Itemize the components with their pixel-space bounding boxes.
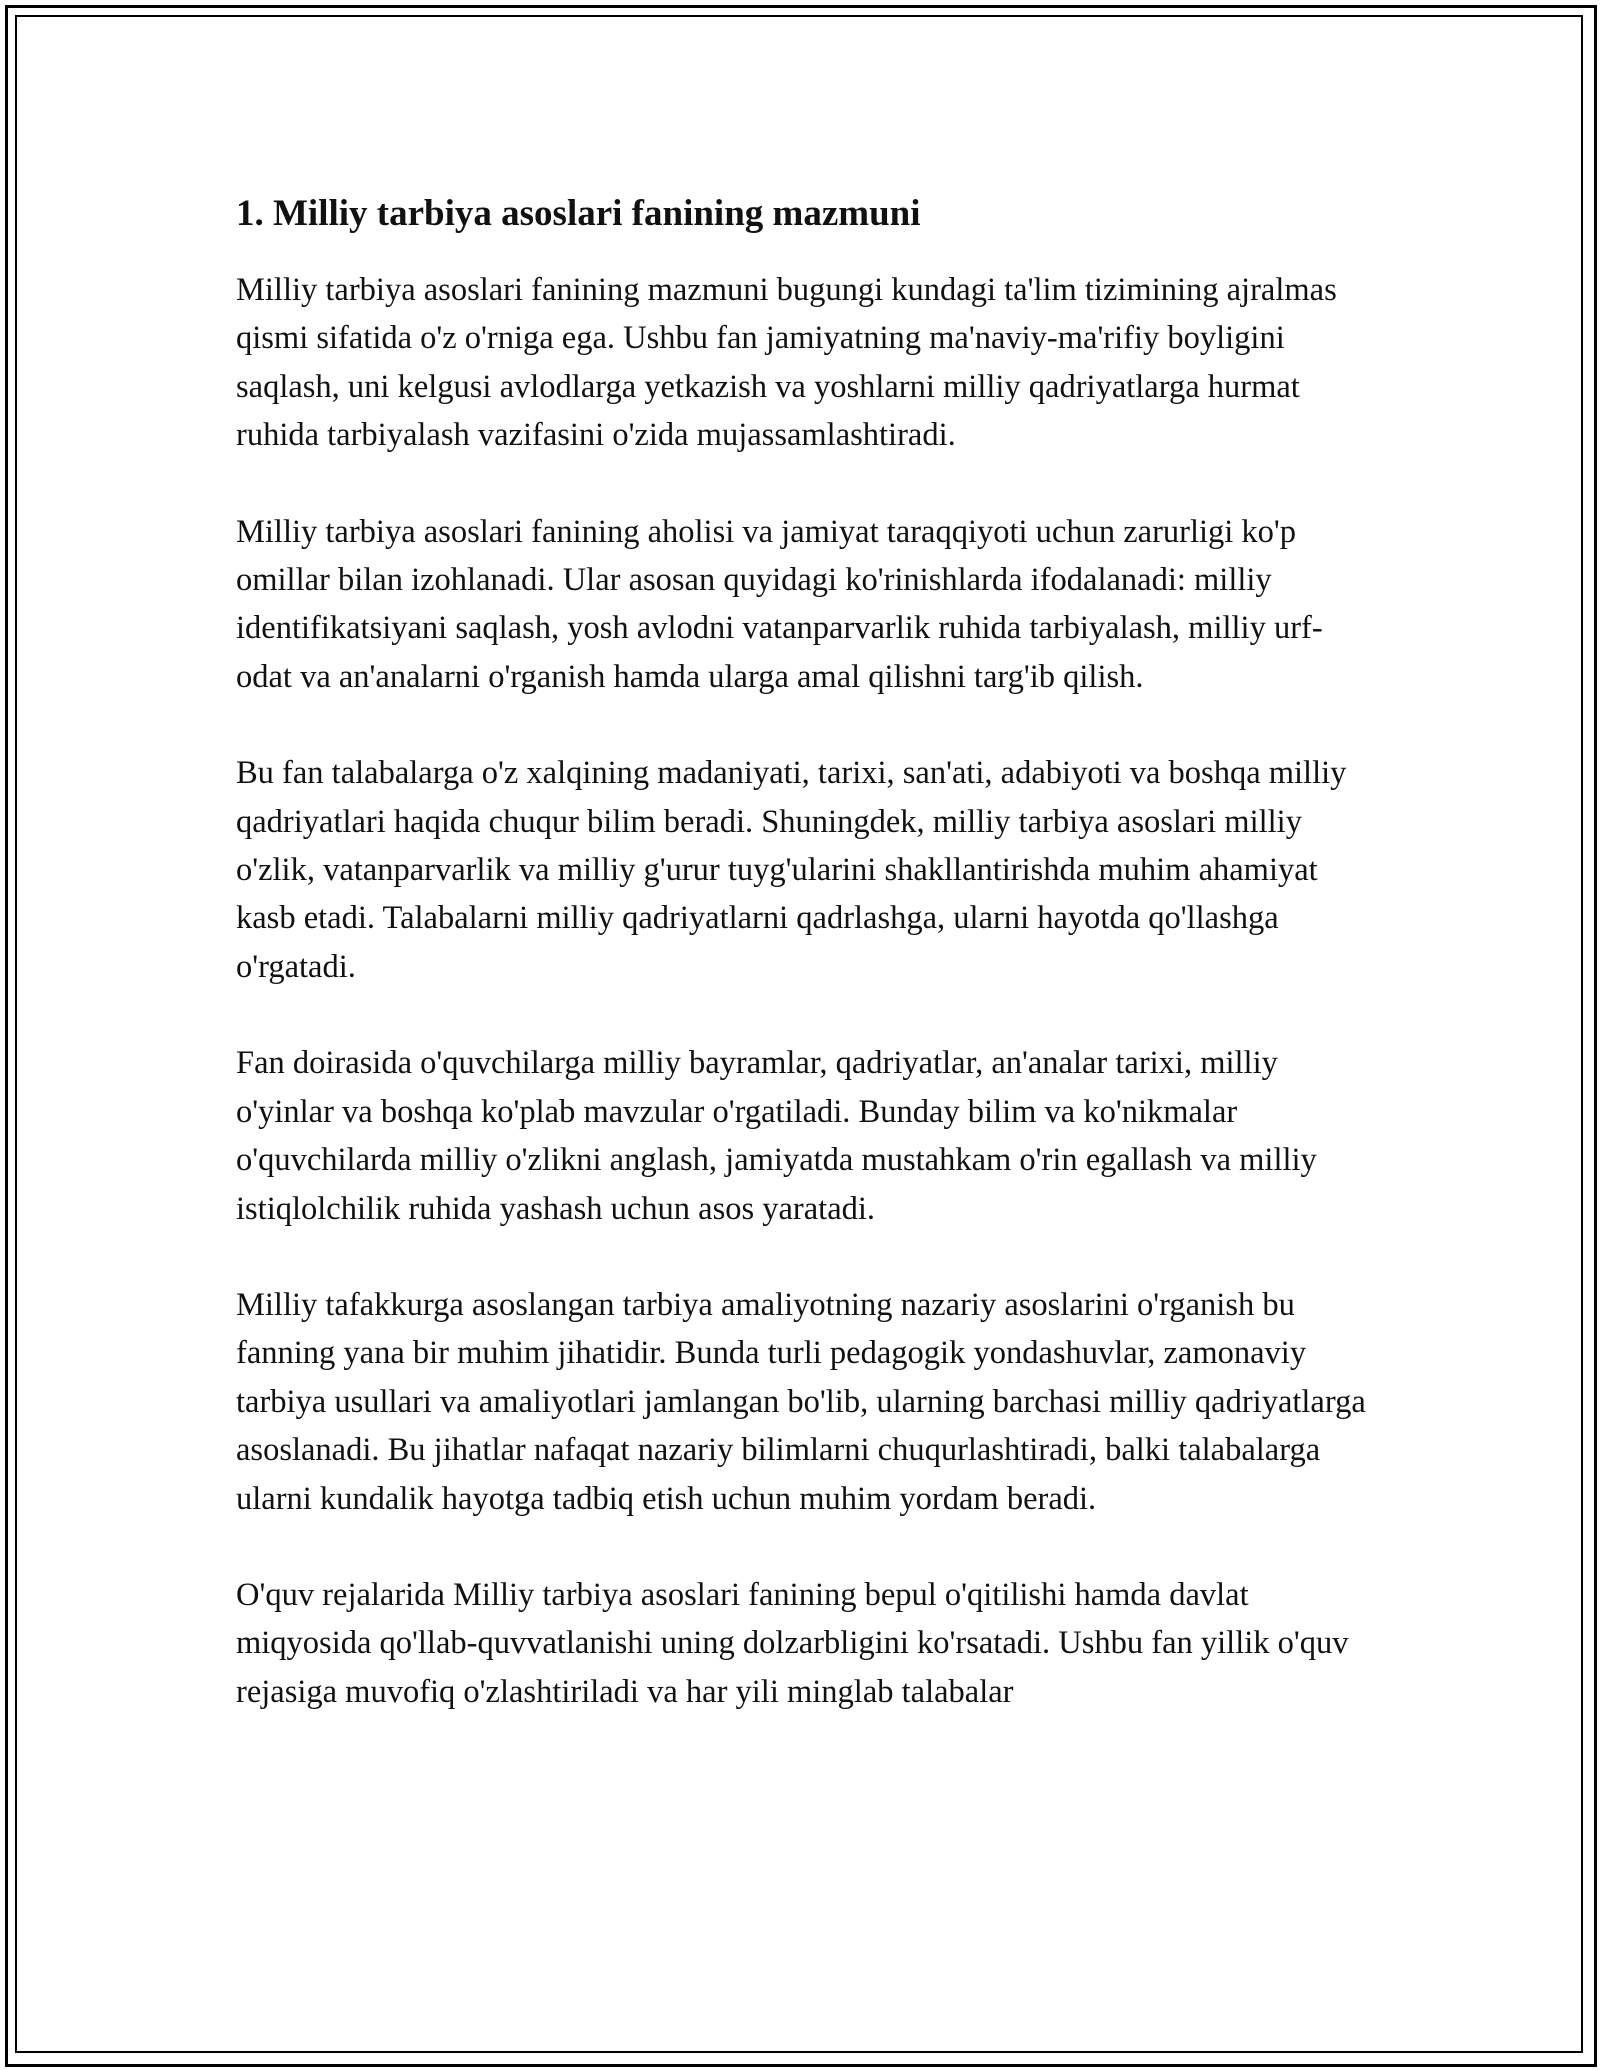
paragraph-4: Fan doirasida o'quvchilarga milliy bayramlar, qadriyatlar, an'analar tarixi, milliy o'yinlar va boshqa ko'plab mavzular o'rgatiladi. Bunday bilim va ko'nikmalar o'quvchilarda milliy o'zlikni anglash, jamiyatda mustahkam o'rin egallash va milliy istiqlolchilik ruhida yashash uchun asos yaratadi. bbox=[236, 1045, 1317, 1227]
paragraph-6: O'quv rejalarida Milliy tarbiya asoslari fanining bepul o'qitilishi hamda davlat miqyosida qo'llab-quvvatlanishi uning dolzarbligini ko'rsatadi. Ushbu fan yillik o'quv rejasiga muvofiq o'zlashtiriladi va har yili minglab talabalar bbox=[236, 1576, 1349, 1710]
document-body bbox=[236, 186, 1366, 1764]
paragraph-1: Milliy tarbiya asoslari fanining mazmuni bugungi kundagi ta'lim tizimining ajralmas qismi sifatida o'z o'rniga ega. Ushbu fan jamiyatning ma'naviy-ma'rifiy boyligini saqlash, uni kelgusi avlodlarga yetkazish va yoshlarni milliy qadriyatlarga hurmat ruhida tarbiyalash vazifasini o'zida mujassamlashtiradi. bbox=[236, 272, 1337, 454]
paragraph-3: Bu fan talabalarga o'z xalqining madaniyati, tarixi, san'ati, adabiyoti va boshqa milliy qadriyatlari haqida chuqur bilim beradi. Shuningdek, milliy tarbiya asoslari milliy o'zlik, vatanparvarlik va milliy g'urur tuyg'ularini shakllantirishda muhim ahamiyat kasb etadi. Talabalarni milliy qadriyatlarni qadrlashga, ularni hayotda qo'llashga o'rgatadi. bbox=[236, 755, 1347, 985]
paragraph-2: Milliy tarbiya asoslari fanining aholisi va jamiyat taraqqiyoti uchun zarurligi ko'p omillar bilan izohlanadi. Ular asosan quyidagi ko'rinishlarda ifodalanadi: milliy identifikatsiyani saqlash, yosh avlodni vatanparvarlik ruhida tarbiyalash, milliy urf-odat va an'analarni o'rganish hamda ularga amal qilishni targ'ib qilish. bbox=[236, 513, 1323, 695]
page-title: 1. Milliy tarbiya asoslari fanining mazmuni bbox=[236, 193, 921, 234]
paragraph-5: Milliy tafakkurga asoslangan tarbiya amaliyotning nazariy asoslarini o'rganish bu fanning yana bir muhim jihatidir. Bunda turli pedagogik yondashuvlar, zamonaviy tarbiya usullari va amaliyotlari jamlangan bo'lib, ularning barchasi milliy qadriyatlarga asoslanadi. Bu jihatlar nafaqat nazariy bilimlarni chuqurlashtiradi, balki talabalarga ularni kundalik hayotga tadbiq etish uchun muhim yordam beradi. bbox=[236, 1286, 1366, 1517]
